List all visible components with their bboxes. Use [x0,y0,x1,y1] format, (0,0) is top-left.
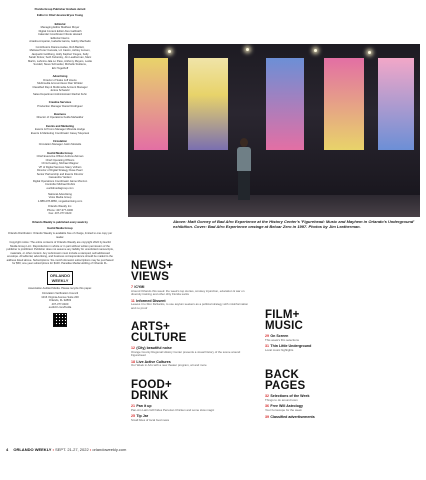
masthead-heading: Euclid Media Group [47,226,73,230]
section-title-line: NEWS+ [131,260,174,272]
gallery-floor [128,195,420,217]
section-title-line: CULTURE [131,332,187,344]
masthead-line: Production Manager Daniel Rodriguez [37,104,83,108]
toc-page-number: 7 [131,285,133,290]
section-title-line: DRINK [131,390,169,402]
masthead-line: 1-888-278-9866, vmgadvertising.com [37,199,83,203]
masthead-line [6,147,114,149]
toc-entry-description: Your horoscope for the week [265,407,302,412]
ceiling-light [314,49,317,52]
toc-entry[interactable] [131,404,251,412]
toc-entry[interactable] [131,414,251,422]
toc-entry[interactable] [265,394,405,402]
section-title [265,310,405,332]
masthead-line: Contributors Dianna Audeu, Rob Bartlett, [35,45,85,49]
copyright-notice: Copyright notice: The entire contents of Orlando Weekly are copyright 2022 by Euclid Media Group LLC. Reproduction in whole or in part without written permission of the publisher is prohibited. Publisher does not assume any liability for unsolicited manuscripts, materials, or other content. Any submission must include a stamped, self-addressed envelope. All editorial, advertising, and business correspondence should be mailed to the address listed above. Subscriptions: Six-month domestic subscriptions may be purchased for $50; one-year subscriptions for $100. Paradise Media Holding of Orlando FL. [6,241,114,266]
section-entries [265,334,405,352]
person-figure [236,138,252,200]
masthead-line: Digital Operations Coordinator Jaime Monzon [32,179,88,183]
exhibit-banner [324,58,364,150]
masthead-line: Sales Department Administrator Rachel Kuhn [32,92,88,96]
masthead-line: Calendar Coordinator Nicole Howard [38,33,82,37]
distribution-note: Orlando Distribution: Orlando Weekly is available free of charge, limited to one copy per reader. [7,232,113,239]
section-title-line: FILM+ [265,309,300,321]
toc-entry[interactable] [131,299,251,311]
masthead-line: Phone: 407-377-0400 [46,208,73,212]
masthead-line: Jacquelin Goldberg, Holly Kapherr Fiegos, Kelly [31,52,89,56]
masthead-line [6,216,114,218]
section-food-drink [131,380,251,422]
toc-entry[interactable] [265,344,405,352]
section-film-music [265,310,405,352]
masthead-line: Events & Marketing Coordinator Casey Stupcsek [30,131,90,135]
photo-caption: Above: Matt Gorney of Bad Afro Experience at the History Center's 'Figurehead: Music and Mayhem in Orlando's Underground' exhibition. Cover: Bad Afro Experience onstage at Beluar Zero in 1997. Photos by Jim Leatherman. [173,219,415,229]
masthead-line: Sarah Kinkor, Seth Kubersky, Jim Leatherman, Marc [28,56,92,60]
section-title [131,380,251,402]
section-title-line: MUSIC [265,320,304,332]
masthead-heading: Business [54,112,66,116]
toc-entry[interactable] [131,360,251,368]
masthead-line: Cassandra Yardeni [48,176,72,180]
issue-date: SEPT. 21-27, 2022 [55,447,89,452]
section-entries [131,404,251,422]
toc-entry-title: On Screen [270,334,289,339]
masthead-line: Fax: 407-377-0420 [48,212,72,216]
section-title-line: VIEWS [131,271,170,283]
section-arts-culture [131,322,251,368]
exhibit-banner [134,58,168,150]
exhibit-banner [378,58,414,150]
section-title [265,370,405,392]
logo-line: WEEKLY [51,278,69,284]
masthead-heading: Editorial [54,22,66,26]
toc-entry-description: Pan-Am Latin Grill hides Peruvian Chicken and some slow magic [131,407,215,412]
toc-entry[interactable] [265,415,405,419]
section-title [131,322,251,344]
toc-page-number: 36 [265,404,269,409]
masthead-line: National Advertising [48,192,72,196]
toc-entry-description: This week's film selections [265,337,299,342]
section-title-line: FOOD+ [131,379,172,391]
masthead-line: Melissa Perez Cancela, Liz Castro, Ashley Jensen, [29,49,91,53]
masthead-line [6,70,114,72]
toc-page-number: 32 [265,394,269,399]
toc-entry-title: Classified advertisements [270,414,315,419]
toc-entry-title: Selections of the Week [270,394,310,399]
masthead-line: euclidmediagroup.com [46,186,74,190]
masthead-line: Editorial Interns [50,36,70,40]
toc-entry-title: ICYMI [134,285,145,290]
toc-entry[interactable] [265,404,405,412]
orlando-weekly-logo [47,271,73,285]
toc-entry-description: Our Week in Arts with a new theater program, art and more [131,363,207,368]
toc-entry[interactable] [131,346,251,358]
masthead-line: Managing Editor Matthew Moyer [40,26,80,30]
masthead-line: Chief Operating Officers [45,158,75,162]
toc-entry-title: Pan it up [136,404,152,409]
toc-entry-title: (City) beautiful noise [136,346,172,351]
toc-entry-description: Leaves it to Ron DeSantis, to use asylum seekers as a political strategy with misinformation and no proof [131,302,249,310]
masthead-line: Martin, Lahmira Jala Lo Pass, Anthony Meyers, Leslie [27,59,93,63]
section-entries [131,346,251,368]
masthead-heading: Advertising [52,75,68,79]
toc-entry[interactable] [131,285,251,297]
masthead-line: Senior Partnership and Events Director [36,172,84,176]
toc-entry-title: Tip Jar [136,414,149,419]
masthead-line [6,120,114,122]
feature-photo [128,44,420,217]
toc-page-number: 21 [131,404,135,409]
publication-name: ORLANDO WEEKLY [13,447,52,452]
masthead-line [6,135,114,137]
section-title-line: PAGES [265,380,306,392]
masthead-heading: Creative Services [48,101,72,105]
address-line: Circulation Verification Council [41,292,79,296]
page-number: 4 [6,447,9,452]
qr-code-icon [53,313,67,327]
website-link[interactable]: orlandoweekly.com [92,447,127,452]
masthead-line: Eric Tegethoff [51,66,69,70]
masthead-credits [6,8,114,230]
recycle-note: Association Audited Media. Please recycle this paper. [28,286,92,290]
toc-entry-title: Live Active Cultures [136,359,171,364]
toc-entry-description: Small bites of local food news [131,417,170,422]
section-entries [265,394,405,419]
masthead-heading: Circulation [52,139,68,143]
section-title-line: BACK [265,369,300,381]
footer-separator: • [52,447,54,452]
masthead-line: Sundell, Steve Schneider, Michelle Stultiens, [33,63,87,67]
masthead-line: Multimedia Account Exec Dan Winkler [37,82,83,86]
toc-page-number: 31 [265,344,269,349]
address-line: 1016 Virginia Avenue Suite 200 [41,295,79,299]
ceiling-light [368,51,371,54]
toc-entry-title: Free Will Astrology [270,404,303,409]
masthead-line: Orlando Weekly Inc. [47,205,73,209]
section-entries [131,285,251,310]
masthead-line: Voice Media Group [48,196,72,200]
toc-entry-title: Thin Little Underground [270,344,312,349]
toc-entry-description: Orange County Regional History Center presents a visual history of the scene around Figurehead [131,349,241,358]
toc-page-number: 18 [131,359,135,364]
masthead-line: Director of Operations Kelda Mahaddur [36,116,84,120]
toc-page-number: 12 [131,346,135,351]
masthead-line [6,108,114,110]
masthead-line [6,18,114,20]
masthead-heading: Editor in Chief Jessica Bryce Young [37,14,83,18]
masthead-heading: Euclid Media Group [47,151,73,155]
masthead-column [6,6,114,431]
ceiling-light [168,50,171,53]
exhibit-banner [188,58,228,150]
address-line: Orlando, FL 32803 [48,299,72,303]
masthead-heading: Florida Group Publisher Graham Jarrett [34,8,86,12]
masthead-line: Events & Promo Manager Miranda Hodge [35,128,85,132]
toc-page-number: 11 [131,298,135,303]
toc-entry[interactable] [265,334,405,342]
address-line: 407-377-0400 [51,302,69,306]
toc-page-number: 29 [265,334,269,339]
masthead-line: Chief Executive Officer Andrew Zelman [36,155,84,159]
section-news-views [131,261,251,311]
masthead-line: VP of Digital Services Stacy Volhein [38,165,82,169]
page-footer [6,446,306,454]
footer-separator: • [89,447,92,452]
masthead-line: Ariadna Amparán, Isabella Garcia, Gabby Machado [29,40,91,44]
ceiling-light [246,48,249,51]
toc-entry-title: Informed Dissent [136,298,166,303]
masthead-line: Circulation Manager Justin Mostelle [38,143,82,147]
masthead-line: Jenica Schwartz [50,89,70,93]
toc-page-number: 39 [265,414,269,419]
section-title-line: ARTS+ [131,321,171,333]
logo-line: ORLANDO [49,272,71,278]
masthead-line: Classified Rep & Multimedia Account Manager [32,85,88,89]
masthead-heading: Orlando Weekly is published every week by [32,220,88,224]
exhibit-banner [266,58,304,150]
section-back-pages [265,370,405,419]
toc-entry-heading [265,415,405,419]
masthead-line: Director of Sales Jeff Houze [43,78,77,82]
masthead-line: Digital Content Editor Alex Galbraith [38,29,82,33]
masthead-line: Chris Keating, Michael Wagner [41,162,79,166]
masthead-line [6,96,114,98]
address-block [6,292,114,310]
address-line: euclid.fi.com/Kelda [48,306,72,310]
masthead-line: Controller Michael Rubini [44,183,76,187]
section-title [131,261,251,283]
toc-page-number: 25 [131,414,135,419]
masthead-line: Director of Digital Strategy Dave Pearr [37,169,83,173]
toc-entry-description: Local music highlights [265,347,294,352]
toc-entry-description: Things to do around town [265,397,298,402]
toc-entry-description: Around Orlando this week: the week's top stories, smokey injunction, education & war on diversity training and other dirty Florida sucks [131,288,245,297]
masthead-heading: Events and Marketing [46,124,74,128]
